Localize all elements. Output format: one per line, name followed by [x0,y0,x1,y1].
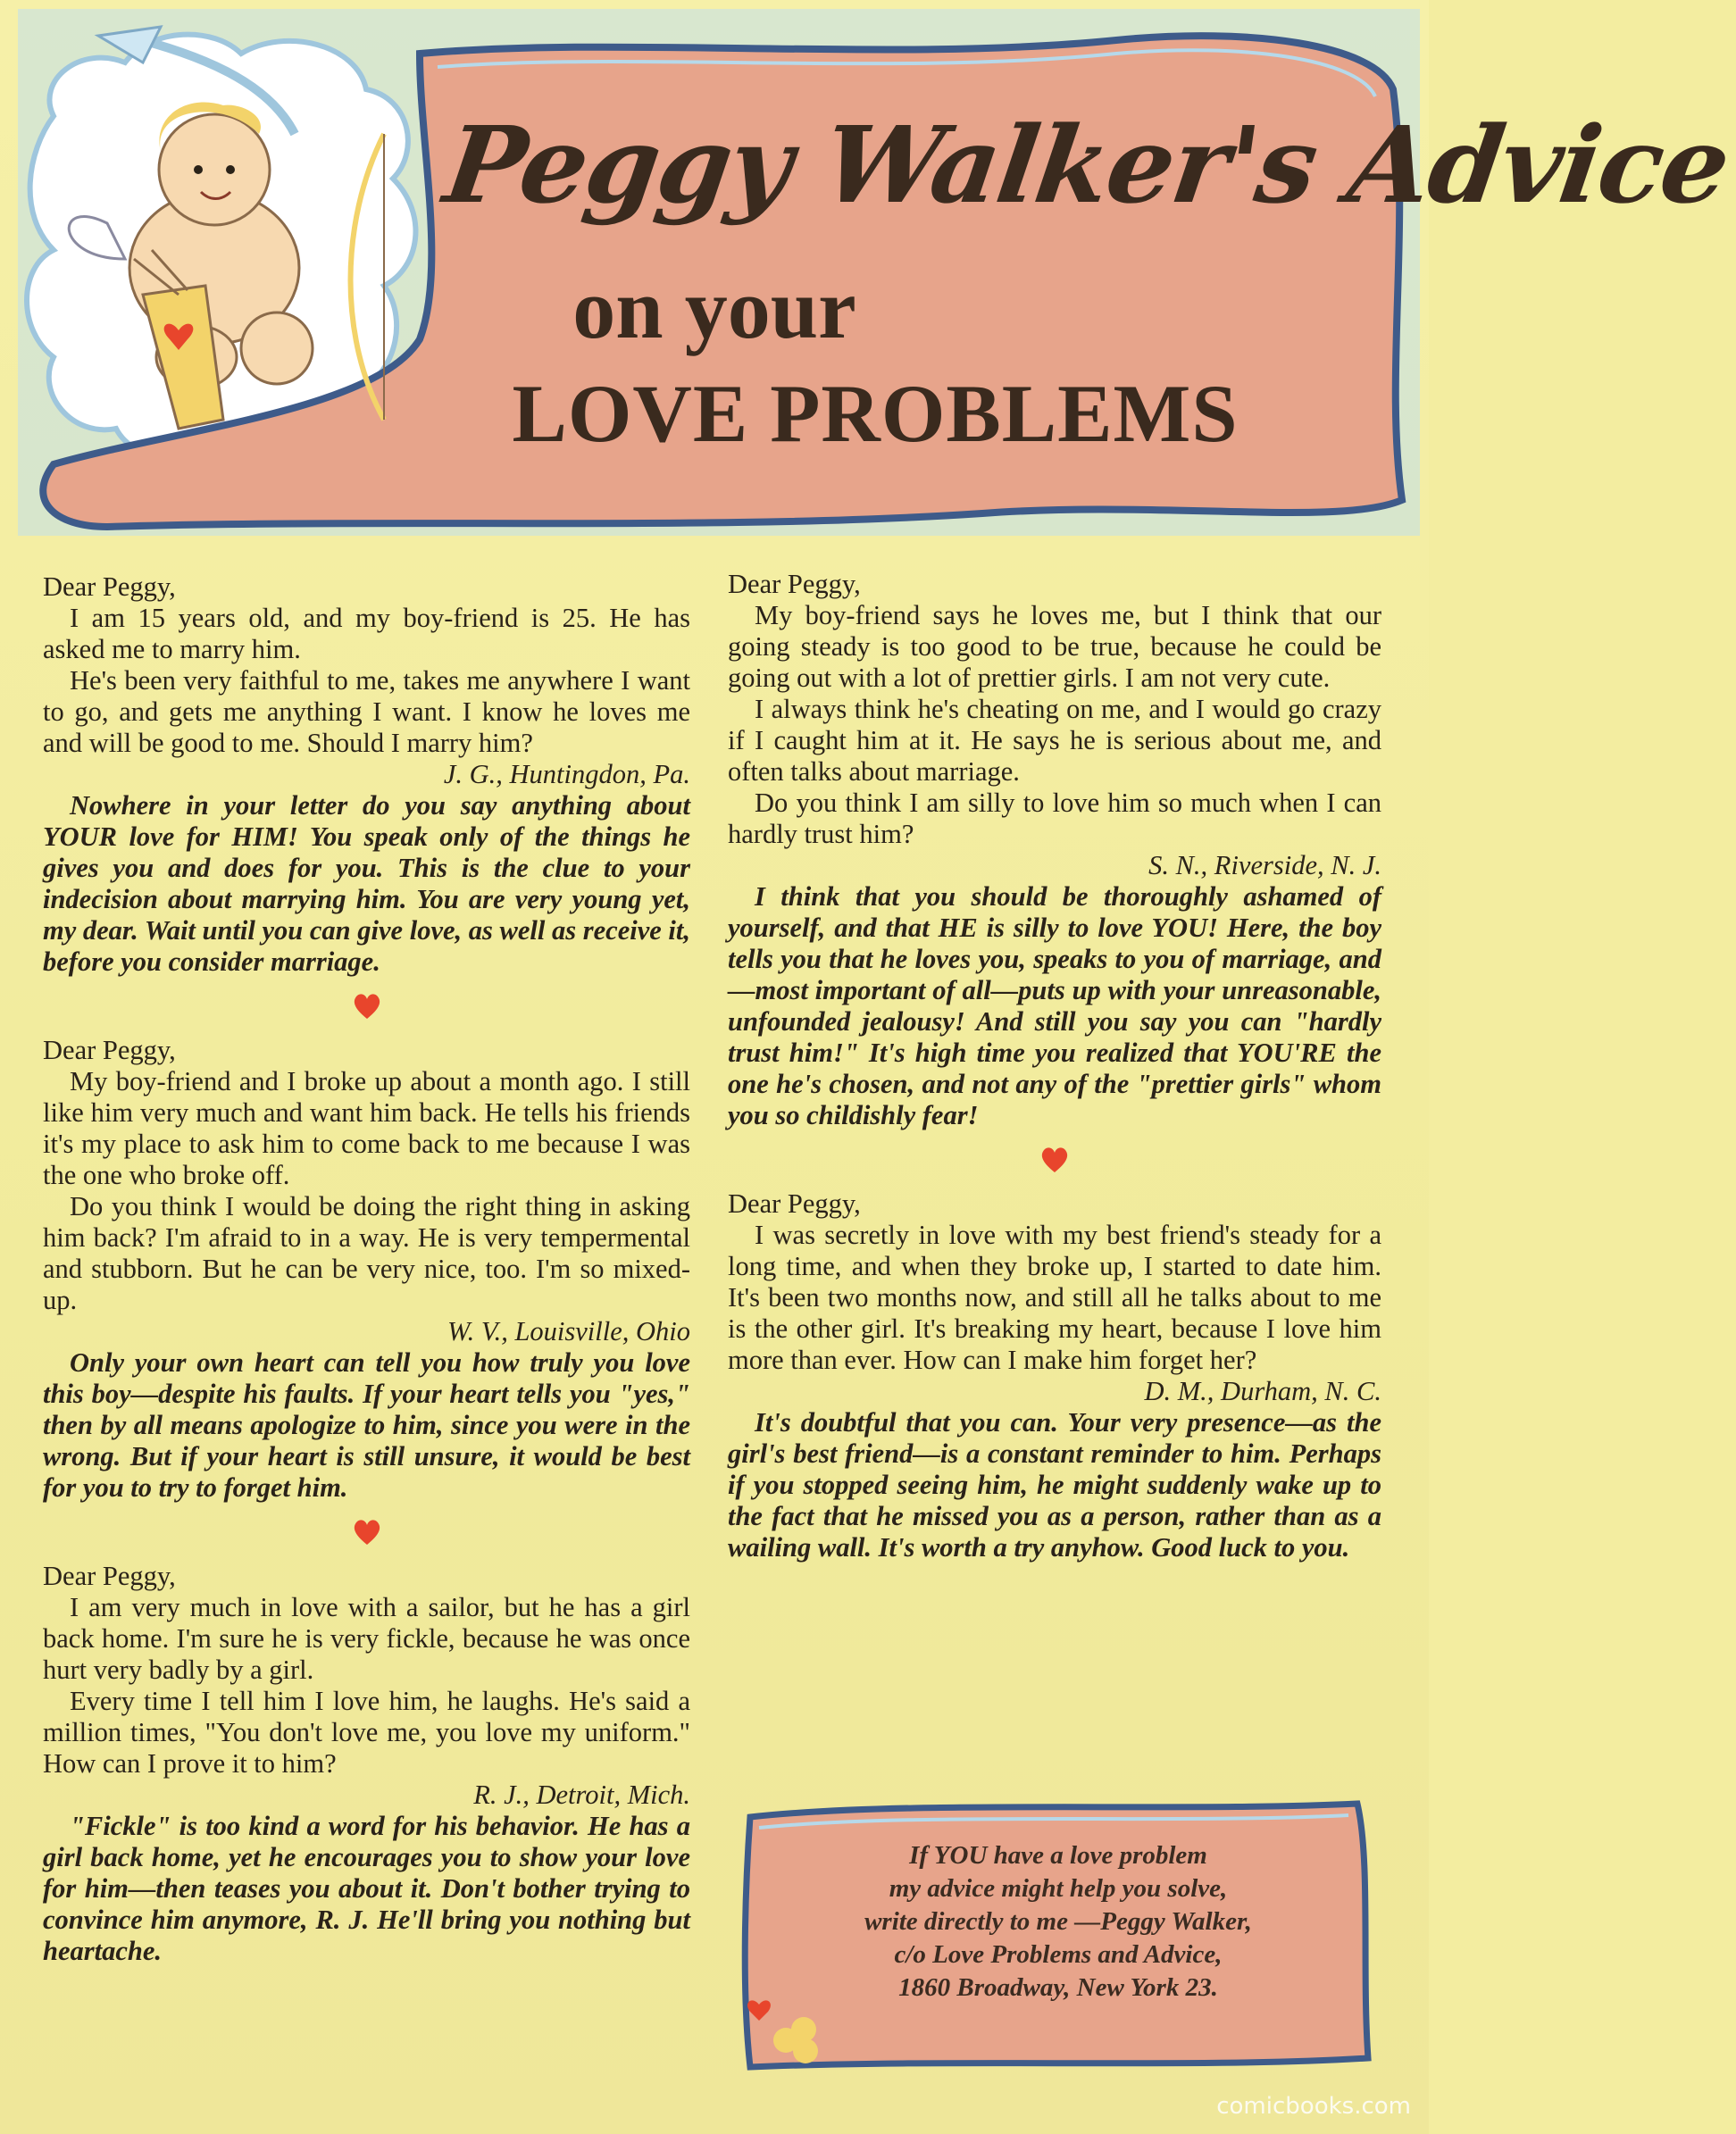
letter-paragraph: Every time I tell him I love him, he laughs. He's said a million times, "You don't love me, you love my uniform." How can I prove it to him? [43,1686,690,1779]
watermark: comicbooks.com [1216,2093,1411,2120]
heart-icon [352,1518,382,1546]
advice-answer: It's doubtful that you can. Your very presence—as the girl's best friend—is a constant reminder to him. Perhaps if you stopped seeing him, he might suddenly wake up to the fact that he missed you as a person, rather than as a wailing wall. It's worth a try anyhow. Good luck to you. [728,1407,1381,1563]
letter-2 [43,1035,690,1504]
letter-signature: D. M., Durham, N. C. [1144,1376,1381,1406]
letter-greeting: Dear Peggy, [43,1035,176,1065]
contact-info-text [746,1839,1371,2005]
letter-greeting: Dear Peggy, [43,571,176,602]
letter-greeting: Dear Peggy, [728,569,861,599]
header-banner [0,0,1736,554]
title-script: Peggy Walker's Advice [438,103,1736,227]
advice-answer: Nowhere in your letter do you say anything about YOUR love for HIM! You speak only of the things he gives you and does for you. This is the clue to your indecision about marrying him. You are very young yet, my dear. Wait until you can give love, as well as receive it, before you consider marriage. [43,790,690,977]
advice-answer: Only your own heart can tell you how truly you love this boy—despite his faults. If your heart tells you "yes," then by all means apologize to him, since you were in the wrong. But if your heart is still unsure, it would be best for you to try to forget him. [43,1347,690,1503]
letter-paragraph: Do you think I would be doing the right thing in asking him back? I'm afraid to in a way. He is very tempermental and stubborn. But he can be very nice, too. I'm so mixed-up. [43,1191,690,1315]
advice-answer: I think that you should be thoroughly ashamed of yourself, and that HE is silly to love YOU! Here, the boy tells you that he loves you, speaks to you of marriage, and—most important of all—puts up with your unreasonable, unfounded jealousy! And still you say you can "hardly trust him!" It's high time you realized that YOU'RE the one he's chosen, and not any of the "prettier girls" whom you so childishly fear! [728,881,1381,1130]
letter-signature: W. V., Louisville, Ohio [447,1316,690,1346]
letter-paragraph: Do you think I am silly to love him so much when I can hardly trust him? [728,788,1381,849]
contact-line: my advice might help you solve, [889,1874,1228,1903]
letter-paragraph: I always think he's cheating on me, and I would go crazy if I caught him at it. He says he is serious about me, and often talks about marriage. [728,694,1381,787]
heart-divider [728,1131,1381,1188]
heart-divider [43,978,690,1035]
letter-4 [728,569,1381,1131]
heart-icon [1039,1146,1070,1174]
letter-greeting: Dear Peggy, [43,1561,176,1591]
letter-paragraph: My boy-friend and I broke up about a month ago. I still like him very much and want him back. He tells his friends it's my place to ask him to come back to me because I was the one who broke off. [43,1066,690,1190]
advice-answer: "Fickle" is too kind a word for his behavior. He has a girl back home, yet he encourages you to show your love for him—then teases you about it. Don't bother trying to convince him anymore, R. J. He'll bring you nothing but heartache. [43,1811,690,1966]
right-column [728,569,1381,1563]
letter-3 [43,1561,690,1967]
letter-signature: S. N., Riverside, N. J. [1148,850,1381,880]
heart-icon [352,992,382,1021]
heart-divider [43,1504,690,1561]
letter-5 [728,1188,1381,1563]
contact-line: If YOU have a love problem [909,1841,1207,1870]
contact-line: write directly to me —Peggy Walker, [864,1907,1252,1936]
left-column [43,571,690,1967]
letter-signature: R. J., Detroit, Mich. [473,1780,690,1810]
letter-signature: J. G., Huntingdon, Pa. [443,759,690,789]
letter-1 [43,571,690,978]
title-on-your: on your [572,261,856,356]
contact-line: 1860 Broadway, New York 23. [898,1973,1218,2002]
contact-line: c/o Love Problems and Advice, [894,1940,1223,1969]
letter-greeting: Dear Peggy, [728,1188,861,1219]
title-love-problems: LOVE PROBLEMS [512,368,1239,459]
letter-paragraph: My boy-friend says he loves me, but I think that our going steady is too good to be true, because he could be going out with a lot of prettier girls. I am not very cute. [728,600,1381,693]
letter-paragraph: He's been very faithful to me, takes me anywhere I want to go, and gets me anything I want. I know he loves me and will be good to me. Should I marry him? [43,665,690,758]
letter-paragraph: I am 15 years old, and my boy-friend is 25. He has asked me to marry him. [43,603,690,664]
letter-paragraph: I am very much in love with a sailor, but he has a girl back home. I'm sure he is very fickle, because he was once hurt very badly by a girl. [43,1592,690,1685]
letter-paragraph: I was secretly in love with my best friend's steady for a long time, and when they broke up, I started to date him. It's been two months now, and still all he talks about to me is the other girl. It's breaking my heart, because I love him more than ever. How can I make him forget her? [728,1220,1381,1375]
